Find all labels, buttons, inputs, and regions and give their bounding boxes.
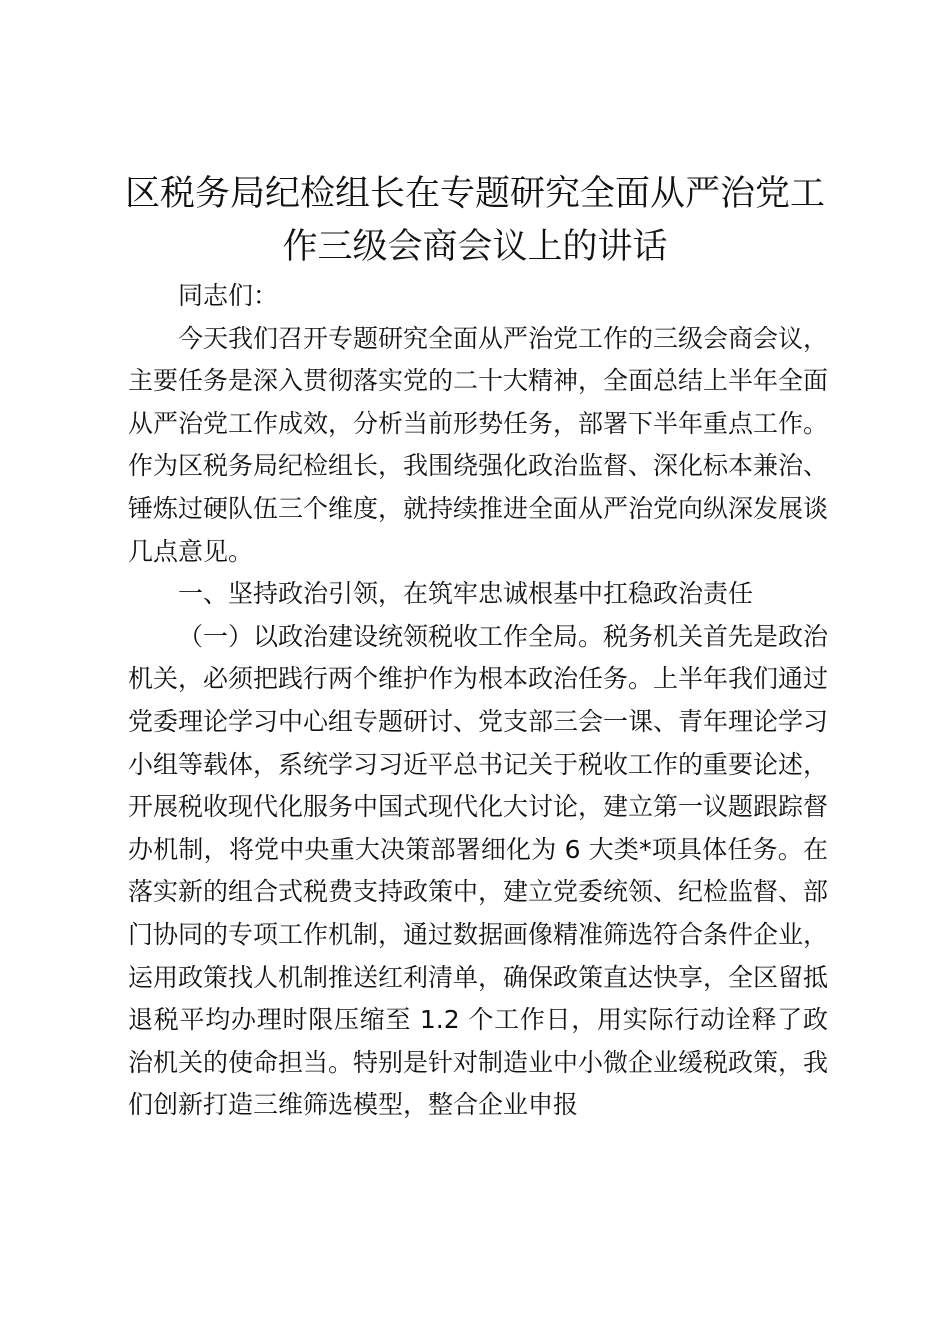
intro-paragraph: 今天我们召开专题研究全面从严治党工作的三级会商会议，主要任务是深入贯彻落实党的二十大精神，全面总结上半年全面从严治党工作成效，分析当前形势任务，部署下半年重点工作。作为区税务局纪检组长，我围绕强化政治监督、深化标本兼治、锤炼过硬队伍三个维度，就持续推进全面从严治党向纵深发展谈几点意见。 — [128, 323, 829, 566]
salutation: 同志们： — [178, 281, 279, 310]
section-paragraph: （一）以政治建设统领税收工作全局。税务机关首先是政治机关，必须把践行两个维护作为根本政治任务。上半年我们通过党委理论学习中心组专题研讨、党支部三会一课、青年理论学习小组等载体，系统学习习近平总书记关于税收工作的重要论述，开展税收现代化服务中国式现代化大讨论，建立第一议题跟踪督办机制，将党中央重大决策部署细化为 6 大类*项具体任务。在落实新的组合式税费支持政策中，建立党委统领、纪检监督、部门协同的专项工作机制，通过数据画像精准筛选符合条件企业，运用政策找人机制推送红利清单，确保政策直达快享，全区留抵退税平均办理时限压缩至 1.2 个工作日，用实际行动诠释了政治机关的使命担当。特别是针对制造业中小微企业缓税政策，我们创新打造三维筛选模型，整合企业申报 — [128, 621, 829, 1120]
document-title: 区税务局纪检组长在专题研究全面从严治党工作三级会商会议上的讲话 — [124, 174, 825, 267]
section-heading: 一、坚持政治引领，在筑牢忠诚根基中扛稳政治责任 — [178, 579, 754, 609]
document-body — [128, 275, 828, 1127]
